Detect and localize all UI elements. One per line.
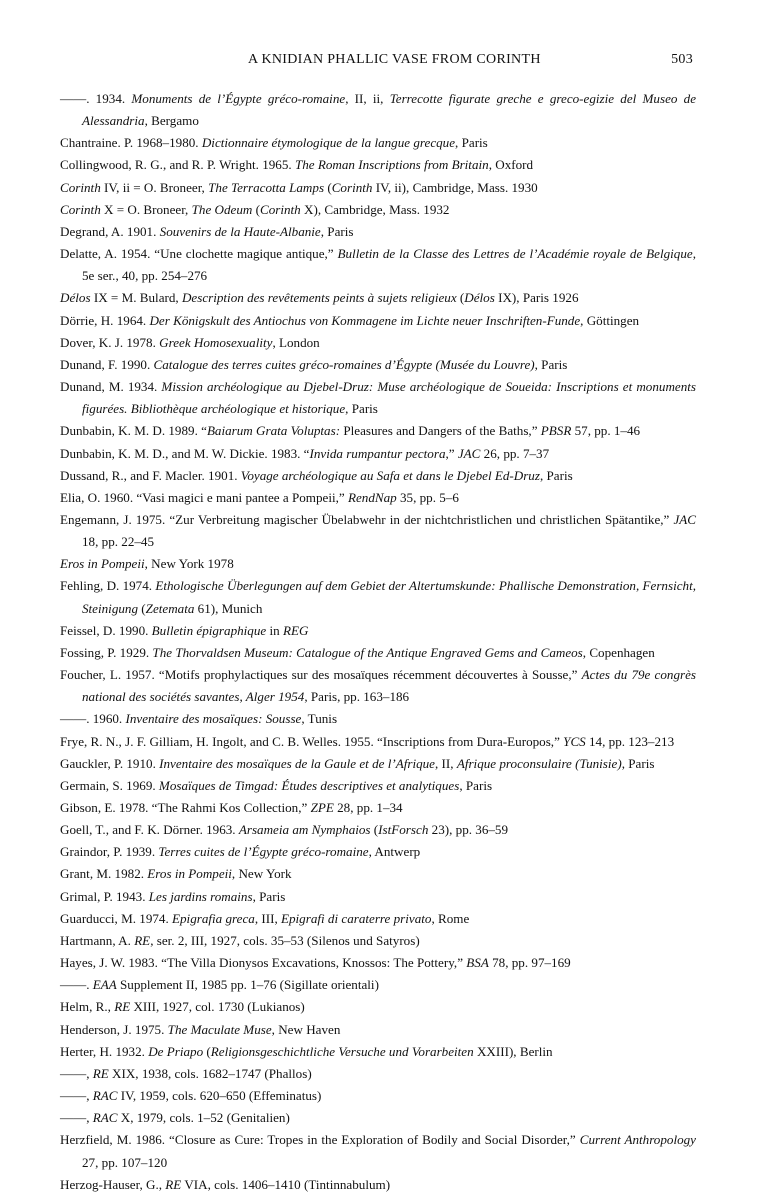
bibliography-entry bbox=[60, 132, 696, 154]
entry-title-italic: RAC bbox=[92, 1088, 118, 1104]
entry-text: ——. 1934. bbox=[60, 91, 132, 106]
entry-title-italic: Invida rumpantur pectora bbox=[309, 445, 446, 461]
bibliography-entry bbox=[60, 642, 696, 664]
entry-text: IX = M. Bulard, bbox=[90, 290, 182, 306]
bibliography-entry bbox=[60, 154, 696, 176]
bibliography-entry bbox=[60, 620, 696, 642]
bibliography-entry bbox=[60, 287, 696, 309]
entry-text: Chantraine. P. 1968–1980. bbox=[60, 135, 202, 151]
entry-title-italic: Voyage archéologique au Safa et dans le Djebel Ed-Druz bbox=[240, 467, 540, 483]
entry-text: ——, bbox=[60, 1110, 93, 1126]
entry-title-italic: Arsameia am Nymphaios bbox=[238, 822, 371, 838]
bibliography-entry bbox=[60, 930, 696, 952]
bibliography-entry bbox=[60, 553, 696, 575]
entry-text: ( bbox=[203, 1043, 211, 1059]
entry-title-italic: The Odeum bbox=[191, 201, 253, 217]
bibliography-entry bbox=[60, 753, 696, 775]
bibliography-entry bbox=[60, 841, 696, 863]
entry-text: Henderson, J. 1975. bbox=[60, 1021, 168, 1037]
entry-text: Gibson, E. 1978. “The Rahmi Kos Collection,” bbox=[60, 800, 311, 815]
entry-title-italic: The Maculate Muse bbox=[167, 1021, 272, 1037]
entry-title-italic: Terres cuites de l’Égypte gréco-romaine bbox=[158, 844, 369, 860]
entry-text: , New Haven bbox=[271, 1021, 341, 1037]
entry-title-italic: Bulletin épigraphique bbox=[151, 622, 267, 638]
entry-title-italic: Der Königskult des Antiochus von Kommagene im Lichte neuer Inschriften-Funde bbox=[149, 312, 581, 328]
entry-text: 14, pp. 123–213 bbox=[585, 733, 675, 749]
entry-title-italic: Corinth bbox=[60, 201, 101, 217]
entry-text: Dunand, F. 1990. bbox=[60, 356, 154, 372]
bibliography-entry bbox=[60, 908, 696, 930]
entry-text: Collingwood, R. G., and R. P. Wright. 1965. bbox=[60, 157, 295, 173]
entry-text: 26, pp. 7–37 bbox=[480, 445, 550, 461]
entry-text: Herter, H. 1932. bbox=[60, 1043, 149, 1059]
entry-text: 18, pp. 22–45 bbox=[82, 534, 155, 550]
entry-text: Feissel, D. 1990. bbox=[60, 622, 152, 638]
entry-text: Hayes, J. W. 1983. “The Villa Dionysos Excavations, Knossos: The Pottery,” bbox=[60, 955, 467, 971]
entry-title-italic: RE bbox=[92, 1065, 109, 1081]
bibliography-entry bbox=[60, 487, 696, 509]
entry-text: IV, 1959, cols. 620–650 (Effeminatus) bbox=[117, 1088, 322, 1104]
entry-title-italic: Afrique proconsulaire (Tunisie) bbox=[456, 755, 622, 771]
bibliography-entry bbox=[60, 731, 696, 753]
entry-text: , New York bbox=[231, 866, 292, 882]
entry-text: 28, pp. 1–34 bbox=[333, 800, 403, 815]
bibliography-entry bbox=[60, 177, 696, 199]
entry-title-italic: Les jardins romains bbox=[148, 888, 253, 904]
entry-title-italic: RE bbox=[114, 999, 131, 1015]
entry-title-italic: Eros in Pompeii bbox=[147, 866, 232, 882]
entry-title-italic: RAC bbox=[92, 1110, 118, 1126]
bibliography-entry bbox=[60, 221, 696, 243]
entry-text: ——, bbox=[60, 1065, 93, 1081]
entry-text: Herzfield, M. 1986. “Closure as Cure: Tropes in the Exploration of Bodily and Social Disorder,” bbox=[60, 1132, 580, 1148]
entry-text: Degrand, A. 1901. bbox=[60, 223, 160, 239]
entry-text: , Paris bbox=[345, 401, 378, 417]
entry-title-italic: Current Anthropology bbox=[579, 1132, 696, 1148]
bibliography-entry bbox=[60, 996, 696, 1018]
entry-text: Fossing, P. 1929. bbox=[60, 644, 153, 660]
entry-text: ——, bbox=[60, 1088, 93, 1104]
bibliography-entry bbox=[60, 664, 696, 708]
entry-text: , 5e ser., 40, pp. 254–276 bbox=[82, 246, 696, 284]
entry-text: ——. 1960. bbox=[60, 711, 126, 727]
entry-text: X = O. Broneer, bbox=[100, 201, 192, 217]
bibliography-entry bbox=[60, 819, 696, 841]
entry-title-italic: The Terracotta Lamps bbox=[208, 179, 325, 195]
bibliography-entry bbox=[60, 775, 696, 797]
entry-title-italic: Inventaire des mosaïques de la Gaule et de l’Afrique bbox=[159, 755, 435, 771]
entry-text: , Göttingen bbox=[580, 312, 640, 328]
entry-text: ( bbox=[324, 179, 332, 195]
entry-title-italic: Terrecotte figurate greche e greco-egizie del Museo de Alessandria bbox=[82, 91, 697, 129]
bibliography-entry bbox=[60, 952, 696, 974]
entry-text: 35, pp. 5–6 bbox=[396, 489, 459, 505]
bibliography-entry bbox=[60, 88, 696, 132]
entry-text: in bbox=[266, 622, 283, 638]
bibliography-entry bbox=[60, 575, 696, 619]
entry-text: Foucher, L. 1957. “Motifs prophylactiques sur des mosaïques récemment découvertes à Sousse,” bbox=[60, 667, 582, 683]
entry-text: , Paris bbox=[539, 467, 573, 483]
entry-title-italic: Souvenirs de la Haute-Albanie bbox=[159, 223, 321, 239]
entry-text: Supplement II, 1985 pp. 1–76 (Sigillate orientali) bbox=[116, 977, 379, 993]
entry-text: ( bbox=[370, 822, 379, 838]
bibliography-entry bbox=[60, 1107, 696, 1129]
entry-text: IV, ii), Cambridge, Mass. 1930 bbox=[372, 179, 538, 195]
entry-title-italic: RendNap bbox=[347, 489, 397, 505]
entry-title-italic: Religionsgeschichtliche Versuche und Vorarbeiten bbox=[210, 1043, 474, 1059]
bibliography-list bbox=[60, 88, 696, 1196]
entry-text: , Paris bbox=[252, 888, 286, 904]
bibliography-entry bbox=[60, 1063, 696, 1085]
entry-text: XXIII), Berlin bbox=[473, 1043, 553, 1059]
entry-text: , Paris bbox=[320, 223, 354, 239]
bibliography-entry bbox=[60, 1085, 696, 1107]
entry-text: 27, pp. 107–120 bbox=[82, 1154, 168, 1170]
entry-text: ——. bbox=[60, 977, 93, 993]
bibliography-entry bbox=[60, 509, 696, 553]
entry-title-italic: Greek Homosexuality bbox=[159, 334, 273, 350]
entry-title-italic: Monuments de l’Égypte gréco-romaine bbox=[131, 91, 346, 106]
entry-text: Dörrie, H. 1964. bbox=[60, 312, 150, 328]
entry-title-italic: Corinth bbox=[259, 201, 301, 217]
entry-title-italic: Ethologische Überlegungen auf dem Gebiet der Altertumskunde: Phallische Demonstration, Fernsicht, Steinigung bbox=[82, 578, 696, 616]
entry-text: 57, pp. 1–46 bbox=[571, 423, 641, 439]
entry-text: Frye, R. N., J. F. Gilliam, H. Ingolt, and C. B. Welles. 1955. “Inscriptions from Dura-Europos,” bbox=[60, 733, 564, 749]
entry-title-italic: Inventaire des mosaïques: Sousse bbox=[125, 711, 302, 727]
entry-text: Herzog-Hauser, G., bbox=[60, 1176, 166, 1192]
bibliography-entry bbox=[60, 443, 696, 465]
entry-text: , Paris bbox=[455, 135, 488, 151]
entry-text: Engemann, J. 1975. “Zur Verbreitung magischer Übelabwehr in der nichtchristlichen und christlichen Spätantike,” bbox=[60, 511, 674, 527]
running-title: A KNIDIAN PHALLIC VASE FROM CORINTH bbox=[248, 52, 541, 67]
bibliography-entry bbox=[60, 974, 696, 996]
entry-text: , III, bbox=[254, 910, 281, 926]
entry-text: Dussand, R., and F. Macler. 1901. bbox=[60, 467, 241, 483]
entry-text: Delatte, A. 1954. “Une clochette magique antique,” bbox=[60, 246, 338, 262]
entry-text: , Paris bbox=[621, 755, 655, 771]
entry-text: XIX, 1938, cols. 1682–1747 (Phallos) bbox=[108, 1065, 312, 1081]
entry-text: Helm, R., bbox=[60, 999, 115, 1015]
entry-title-italic: Délos bbox=[60, 290, 91, 306]
entry-title-italic: Epigrafi di caraterre privato bbox=[281, 910, 432, 926]
entry-title-italic: RE bbox=[165, 1176, 182, 1192]
bibliography-entry bbox=[60, 1019, 696, 1041]
bibliography-entry bbox=[60, 1041, 696, 1063]
entry-title-italic: De Priapo bbox=[148, 1043, 204, 1059]
entry-title-italic: Corinth bbox=[60, 179, 101, 195]
bibliography-entry bbox=[60, 332, 696, 354]
entry-title-italic: ZPE bbox=[310, 800, 334, 815]
bibliography-entry bbox=[60, 310, 696, 332]
entry-text: Grimal, P. 1943. bbox=[60, 888, 149, 904]
entry-text: VIA, cols. 1406–1410 (Tintinnabulum) bbox=[181, 1176, 391, 1192]
bibliography-entry bbox=[60, 420, 696, 442]
entry-title-italic: JAC bbox=[673, 511, 696, 527]
entry-text: , Rome bbox=[431, 910, 470, 926]
entry-text: Guarducci, M. 1974. bbox=[60, 910, 173, 926]
entry-title-italic: Dictionnaire étymologique de la langue grecque bbox=[201, 135, 456, 151]
entry-title-italic: Bulletin de la Classe des Lettres de l’Académie royale de Belgique bbox=[337, 246, 693, 262]
bibliography-entry bbox=[60, 354, 696, 376]
entry-text: 61), Munich bbox=[194, 600, 263, 616]
bibliography-entry bbox=[60, 376, 696, 420]
entry-text: X, 1979, cols. 1–52 (Genitalien) bbox=[117, 1110, 290, 1126]
entry-text: , Bergamo bbox=[144, 113, 199, 129]
entry-text: Graindor, P. 1939. bbox=[60, 844, 159, 860]
entry-text: , Copenhagen bbox=[582, 644, 655, 660]
entry-text: Dunand, M. 1934. bbox=[60, 379, 162, 395]
entry-text: IV, ii = O. Broneer, bbox=[100, 179, 209, 195]
entry-text: , Paris bbox=[459, 777, 493, 793]
bibliography-entry bbox=[60, 886, 696, 908]
entry-title-italic: JAC bbox=[457, 445, 481, 461]
entry-title-italic: IstForsch bbox=[378, 822, 429, 838]
bibliography-entry bbox=[60, 863, 696, 885]
entry-text: 23), pp. 36–59 bbox=[428, 822, 509, 838]
entry-text: IX), Paris 1926 bbox=[494, 290, 579, 306]
entry-title-italic: Mosaïques de Timgad: Études descriptives et analytiques bbox=[158, 777, 460, 793]
entry-title-italic: EAA bbox=[92, 977, 117, 993]
entry-title-italic: Description des revêtements peints à sujets religieux bbox=[181, 290, 457, 306]
entry-text: , London bbox=[272, 334, 320, 350]
entry-title-italic: Catalogue des terres cuites gréco-romaines d’Égypte (Musée du Louvre) bbox=[153, 356, 535, 372]
entry-title-italic: REG bbox=[282, 622, 309, 638]
entry-text: ( bbox=[456, 290, 465, 306]
entry-text: Dover, K. J. 1978. bbox=[60, 334, 160, 350]
entry-text: Fehling, D. 1974. bbox=[60, 578, 156, 594]
entry-text: 78, pp. 97–169 bbox=[488, 955, 571, 971]
entry-text: Elia, O. 1960. “Vasi magici e mani pantee a Pompeii,” bbox=[60, 489, 348, 505]
entry-text: ( bbox=[252, 201, 260, 217]
bibliography-entry bbox=[60, 797, 696, 819]
bibliography-entry bbox=[60, 465, 696, 487]
entry-text: ,” bbox=[445, 445, 458, 461]
entry-title-italic: BSA bbox=[466, 955, 489, 971]
entry-title-italic: Baiarum Grata Voluptas: bbox=[206, 423, 341, 439]
bibliography-entry bbox=[60, 199, 696, 221]
bibliography-entry bbox=[60, 1129, 696, 1173]
entry-text: Goell, T., and F. K. Dörner. 1963. bbox=[60, 822, 239, 838]
entry-text: , Paris bbox=[534, 356, 568, 372]
entry-text: Gauckler, P. 1910. bbox=[60, 755, 160, 771]
entry-text: , ser. 2, III, 1927, cols. 35–53 (Silenos und Satyros) bbox=[150, 932, 420, 948]
entry-title-italic: Mission archéologique au Djebel-Druz: Muse archéologique de Soueida: Inscriptions et monuments figurées. Bibliothèque archéologique et historique bbox=[82, 379, 696, 417]
entry-text: Dunbabin, K. M. D. 1989. “ bbox=[60, 423, 207, 439]
entry-title-italic: The Thorvaldsen Museum: Catalogue of the Antique Engraved Gems and Cameos bbox=[152, 644, 583, 660]
bibliography-entry bbox=[60, 708, 696, 730]
entry-title-italic: RE bbox=[134, 932, 151, 948]
entry-title-italic: PBSR bbox=[540, 423, 572, 439]
entry-text: , II, ii, bbox=[345, 91, 390, 106]
entry-text: , Tunis bbox=[301, 711, 338, 727]
entry-title-italic: YCS bbox=[563, 733, 586, 749]
entry-text: , New York 1978 bbox=[144, 556, 234, 572]
entry-text: Grant, M. 1982. bbox=[60, 866, 148, 882]
entry-text: Dunbabin, K. M. D., and M. W. Dickie. 1983. “ bbox=[60, 445, 310, 461]
entry-text: ( bbox=[138, 600, 146, 616]
entry-text: , Antwerp bbox=[368, 844, 421, 860]
entry-text: , Paris, pp. 163–186 bbox=[304, 689, 410, 705]
entry-text: , II, bbox=[435, 755, 457, 771]
entry-title-italic: The Roman Inscriptions from Britain bbox=[294, 157, 489, 173]
entry-text: X), Cambridge, Mass. 1932 bbox=[300, 201, 450, 217]
entry-text: Germain, S. 1969. bbox=[60, 777, 159, 793]
entry-title-italic: Eros in Pompeii bbox=[60, 556, 145, 572]
entry-text: Hartmann, A. bbox=[60, 932, 135, 948]
entry-text: XIII, 1927, col. 1730 (Lukianos) bbox=[130, 999, 305, 1015]
bibliography-entry bbox=[60, 1174, 696, 1196]
entry-title-italic: Corinth bbox=[331, 179, 373, 195]
entry-text: , Oxford bbox=[488, 157, 534, 173]
bibliography-entry bbox=[60, 243, 696, 287]
entry-title-italic: Délos bbox=[464, 290, 495, 306]
entry-title-italic: Actes du 79e congrès national des sociétés savantes, Alger 1954 bbox=[82, 667, 696, 705]
entry-title-italic: Zetemata bbox=[145, 600, 195, 616]
page-number: 503 bbox=[671, 52, 693, 67]
page-header bbox=[0, 52, 757, 74]
entry-text: Pleasures and Dangers of the Baths,” bbox=[340, 423, 541, 439]
entry-title-italic: Epigrafia greca bbox=[172, 910, 255, 926]
